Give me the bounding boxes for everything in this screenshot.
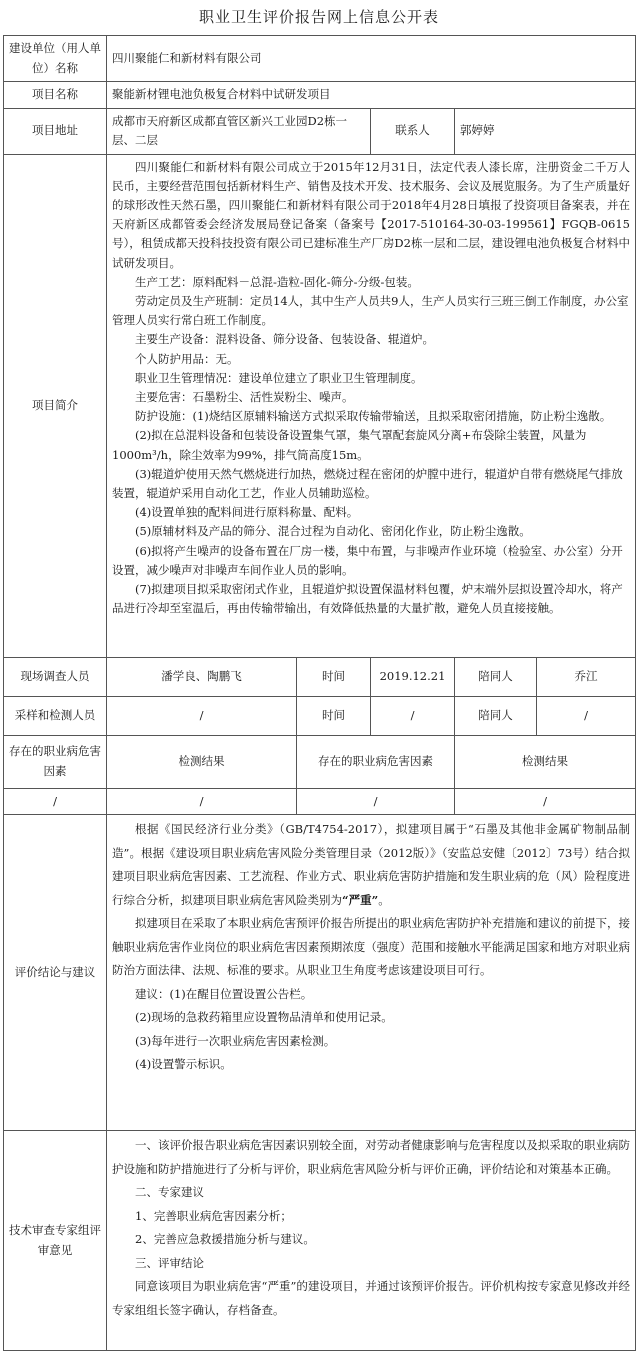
intro-paragraph: (6)拟将产生噪声的设备布置在厂房一楼，集中布置，与非噪声作业环境（检验室、办公室）分开设置，减少噪声对非噪声车间作业人员的影响。 xyxy=(112,543,623,577)
page-title: 职业卫生评价报告网上信息公开表 xyxy=(198,8,439,26)
risk-level: “严重” xyxy=(342,892,379,907)
unit-label: 建设单位（用人单位）名称 xyxy=(4,36,107,82)
intro-paragraph: 个人防护用品：无。 xyxy=(135,351,239,366)
suggestion-item: (3)每年进行一次职业病危害因素检测。 xyxy=(135,1033,336,1048)
intro-label: 项目简介 xyxy=(4,154,107,657)
conclusion-content xyxy=(107,815,636,1131)
test-result-label-1: 检测结果 xyxy=(107,735,297,788)
address-value: 成都市天府新区成都直管区新兴工业园D2栋一层、二层 xyxy=(107,108,371,154)
conclusion-paragraph: 根据《国民经济行业分类》（GB/T4754-2017），拟建项目属于“石墨及其他非金属矿物制品制造”。根据《建设项目职业病危害风险分类管理目录（2012版）》（安监总安健〔2012〕73号）结合拟建项目职业病危害因素、工艺流程、作业方式、职业病危害防护措施和发生职业病的危（风）险程度进行综合分析，拟建项目职业病危害风险类别为“严重”。 xyxy=(112,822,630,907)
expert-review-content xyxy=(107,1131,636,1351)
result-value-2: / xyxy=(455,788,636,815)
intro-paragraph: 主要危害：石墨粉尘、活性炭粉尘、噪声。 xyxy=(135,389,354,404)
contact-label: 联系人 xyxy=(371,108,455,154)
suggestion-item: (2)现场的急救药箱里应设置物品清单和使用记录。 xyxy=(135,1010,393,1024)
suggestion-item: (4)设置警示标识。 xyxy=(135,1057,232,1071)
sampling-time-label: 时间 xyxy=(297,696,371,735)
suggestion-item: 建议：(1)在醒目位置设置公告栏。 xyxy=(135,986,313,1001)
intro-content xyxy=(107,154,636,657)
hazard-value-1: / xyxy=(4,788,107,815)
intro-paragraph: 生产工艺：原料配料－总混-造粒-固化-筛分-分级-包装。 xyxy=(135,274,419,289)
sampling-staff-value: / xyxy=(107,696,297,735)
expert-review-paragraph: 二、专家建议 xyxy=(135,1185,204,1199)
hazard-value-2: / xyxy=(297,788,455,815)
survey-companion-label: 陪同人 xyxy=(455,657,537,696)
test-result-label-2: 检测结果 xyxy=(455,735,636,788)
expert-review-paragraph: 1、完善职业病危害因素分析； xyxy=(135,1208,292,1223)
sampling-companion-label: 陪同人 xyxy=(455,696,537,735)
expert-review-paragraph: 三、评审结论 xyxy=(135,1255,204,1270)
intro-paragraph: (2)拟在总混料设备和包装设备设置集气罩，集气罩配套旋风分离+布袋除尘装置，风量为1000m³/h，除尘效率为99%，排气筒高度15m。 xyxy=(112,428,587,462)
sampling-companion-value: / xyxy=(537,696,636,735)
survey-companion-value: 乔江 xyxy=(537,657,636,696)
conclusion-label: 评价结论与建议 xyxy=(4,815,107,1131)
expert-review-paragraph: 一、该评价报告职业病危害因素识别较全面，对劳动者健康影响与危害程度以及拟采取的职业病防护设施和防护措施进行了分析与评价，职业病危害风险分析与评价正确，评价结论和对策基本正确。 xyxy=(112,1138,630,1176)
sampling-staff-label: 采样和检测人员 xyxy=(4,696,107,735)
intro-paragraph: (3)辊道炉使用天然气燃烧进行加热，燃烧过程在密闭的炉膛中进行，辊道炉自带有燃烧尾气排放装置，辊道炉采用自动化工艺，作业人员辅助巡检。 xyxy=(112,466,623,500)
unit-value: 四川聚能仁和新材料有限公司 xyxy=(107,36,636,82)
intro-paragraph: 四川聚能仁和新材料有限公司成立于2015年12月31日，法定代表人漆长席，注册资金二千万人民币，主要经营范围包括新材料生产、销售及技术开发、技术服务、会议及展览服务。为了生产质量好的球形改性天然石墨，四川聚能仁和新材料有限公司于2018年4月28日填报了投资项目备案表，并在天府新区成都管委会经济发展局登记备案（备案号【2017-510164-30-03-199561】FGQB-0615号），租赁成都天投科技投资有限公司已建标准生产厂房D2栋一层和二层，建设锂电池负极复合材料中试研发项目。 xyxy=(112,159,630,270)
survey-staff-label: 现场调查人员 xyxy=(4,657,107,696)
hazard-factor-label-1: 存在的职业病危害因素 xyxy=(4,735,107,788)
conclusion-paragraph: 拟建项目在采取了本职业病危害预评价报告所提出的职业病危害防护补充措施和建议的前提下，接触职业病危害作业岗位的职业病危害因素预期浓度（强度）范围和接触水平能满足国家和地方对职业病防治方面法律、法规、标准的要求。从职业卫生角度考虑该建设项目可行。 xyxy=(112,916,630,977)
intro-paragraph: 职业卫生管理情况：建设单位建立了职业卫生管理制度。 xyxy=(135,370,423,385)
intro-paragraph: (5)原辅材料及产品的筛分、混合过程为自动化、密闭化作业，防止粉尘逸散。 xyxy=(135,524,531,539)
survey-time-value: 2019.12.21 xyxy=(371,657,455,696)
intro-paragraph: 防护设施：(1)烧结区原辅料输送方式拟采取传输带输送，且拟采取密闭措施，防止粉尘逸散。 xyxy=(135,409,612,424)
expert-review-label: 技术审查专家组评审意见 xyxy=(4,1131,107,1351)
contact-value: 郭婷婷 xyxy=(455,108,636,154)
project-name-value: 聚能新材锂电池负极复合材料中试研发项目 xyxy=(107,82,636,109)
result-value-1: / xyxy=(107,788,297,815)
expert-review-paragraph: 同意该项目为职业病危害“严重”的建设项目，并通过该预评价报告。评价机构按专家意见修改并经专家组组长签字确认，存档备查。 xyxy=(112,1279,630,1317)
info-table xyxy=(3,35,635,1351)
intro-paragraph: 主要生产设备：混料设备、筛分设备、包装设备、辊道炉。 xyxy=(135,332,434,347)
intro-paragraph: (4)设置单独的配料间进行原料称量、配料。 xyxy=(135,505,359,520)
intro-paragraph: 劳动定员及生产班制：定员14人，其中生产人员共9人，生产人员实行三班三倒工作制度，办公室管理人员实行常白班工作制度。 xyxy=(112,293,629,328)
address-label: 项目地址 xyxy=(4,108,107,154)
project-name-label: 项目名称 xyxy=(4,82,107,109)
survey-time-label: 时间 xyxy=(297,657,371,696)
sampling-time-value: / xyxy=(371,696,455,735)
intro-paragraph: (7)拟建项目拟采取密闭式作业，且辊道炉拟设置保温材料包覆，炉末端外层拟设置冷却水，将产品进行冷却至室温后，再由传输带输出，有效降低热量的大量扩散，避免人员直接接触。 xyxy=(112,581,623,616)
hazard-factor-label-2: 存在的职业病危害因素 xyxy=(297,735,455,788)
survey-staff-value: 潘学良、陶鹏飞 xyxy=(107,657,297,696)
expert-review-paragraph: 2、完善应急救援措施分析与建议。 xyxy=(135,1232,315,1246)
